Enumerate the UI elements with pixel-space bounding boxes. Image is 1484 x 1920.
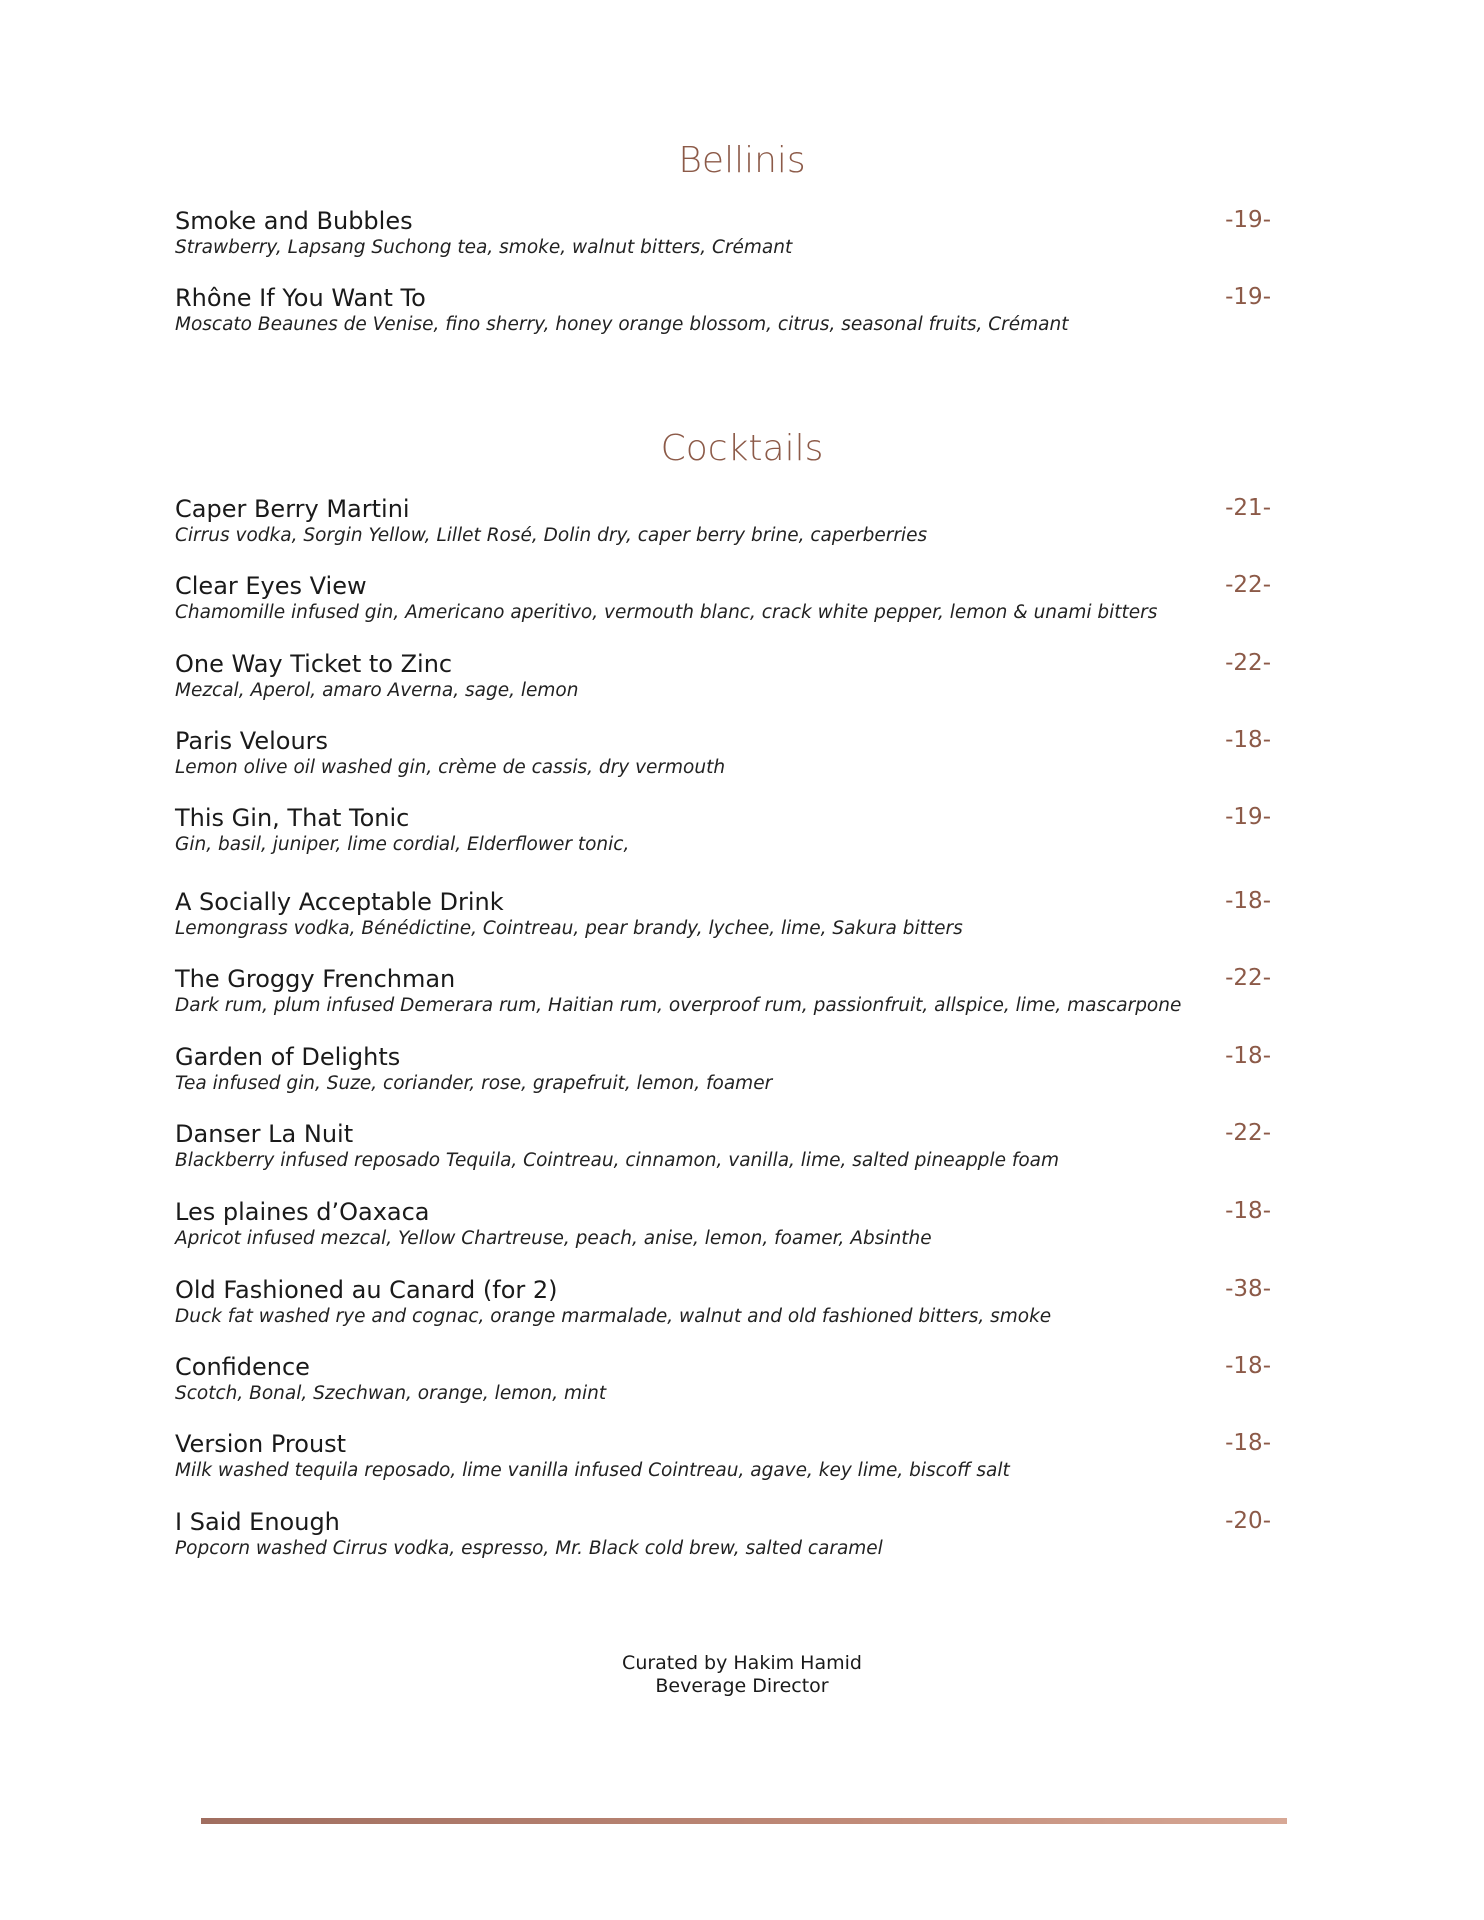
item-name: Version Proust — [175, 1430, 347, 1458]
menu-item — [175, 1432, 1271, 1492]
item-name: One Way Ticket to Zinc — [175, 650, 453, 678]
item-name: Paris Velours — [175, 727, 329, 755]
item-description: Dark rum, plum infused Demerara rum, Haitian rum, overproof rum, passionfruit, allspice, lime, mascarpone — [175, 995, 1182, 1016]
item-description: Popcorn washed Cirrus vodka, espresso, Mr. Black cold brew, salted caramel — [175, 1538, 883, 1559]
menu-item — [175, 574, 1271, 634]
item-description: Gin, basil, juniper, lime cordial, Elderflower tonic, — [175, 834, 630, 855]
item-name: Rhône If You Want To — [175, 284, 426, 312]
item-name: A Socially Acceptable Drink — [175, 888, 504, 916]
item-name: Les plaines d’Oaxaca — [175, 1198, 430, 1226]
item-name: Old Fashioned au Canard (for 2) — [175, 1276, 558, 1304]
item-price: -18- — [1225, 1430, 1271, 1456]
item-name: Garden of Delights — [175, 1043, 401, 1071]
item-name: I Said Enough — [175, 1508, 340, 1536]
menu-item — [175, 1278, 1271, 1338]
item-name: The Groggy Frenchman — [175, 965, 456, 993]
item-price: -21- — [1225, 495, 1271, 521]
item-price: -18- — [1225, 727, 1271, 753]
item-price: -18- — [1225, 888, 1271, 914]
item-description: Blackberry infused reposado Tequila, Cointreau, cinnamon, vanilla, lime, salted pineapple foam — [175, 1150, 1060, 1171]
item-description: Duck fat washed rye and cognac, orange marmalade, walnut and old fashioned bitters, smoke — [175, 1306, 1052, 1327]
item-price: -38- — [1225, 1276, 1271, 1302]
footer-divider — [201, 1818, 1287, 1824]
item-description: Moscato Beaunes de Venise, fino sherry, honey orange blossom, citrus, seasonal fruits, Crémant — [175, 314, 1069, 335]
item-price: -19- — [1225, 804, 1271, 830]
menu-item — [175, 209, 1271, 269]
menu-item — [175, 286, 1271, 346]
item-price: -22- — [1225, 1120, 1271, 1146]
menu-item — [175, 890, 1271, 950]
item-description: Milk washed tequila reposado, lime vanilla infused Cointreau, agave, key lime, biscoff salt — [175, 1460, 1010, 1481]
menu-item — [175, 1122, 1271, 1182]
item-price: -18- — [1225, 1353, 1271, 1379]
item-name: Clear Eyes View — [175, 572, 367, 600]
item-price: -20- — [1225, 1508, 1271, 1534]
curator-credit: Curated by Hakim Hamid — [622, 1652, 862, 1674]
curator-role: Beverage Director — [655, 1675, 829, 1697]
item-name: This Gin, That Tonic — [175, 804, 410, 832]
item-description: Tea infused gin, Suze, coriander, rose, grapefruit, lemon, foamer — [175, 1073, 773, 1094]
item-name: Smoke and Bubbles — [175, 207, 413, 235]
item-name: Caper Berry Martini — [175, 495, 410, 523]
item-price: -19- — [1225, 284, 1271, 310]
item-description: Cirrus vodka, Sorgin Yellow, Lillet Rosé, Dolin dry, caper berry brine, caperberries — [175, 525, 928, 546]
section-title-cocktails: Cocktails — [660, 428, 824, 469]
item-description: Mezcal, Aperol, amaro Averna, sage, lemon — [175, 680, 579, 701]
item-description: Chamomille infused gin, Americano aperitivo, vermouth blanc, crack white pepper, lemon & unami bitters — [175, 602, 1158, 623]
menu-item — [175, 1510, 1271, 1570]
menu-item — [175, 806, 1271, 866]
item-price: -22- — [1225, 572, 1271, 598]
menu-item — [175, 967, 1271, 1027]
item-price: -19- — [1225, 207, 1271, 233]
item-price: -18- — [1225, 1198, 1271, 1224]
item-description: Apricot infused mezcal, Yellow Chartreuse, peach, anise, lemon, foamer, Absinthe — [175, 1228, 932, 1249]
item-name: Confidence — [175, 1353, 310, 1381]
menu-item — [175, 497, 1271, 557]
item-description: Strawberry, Lapsang Suchong tea, smoke, walnut bitters, Crémant — [175, 237, 793, 258]
menu-item — [175, 729, 1271, 789]
item-price: -22- — [1225, 650, 1271, 676]
item-description: Scotch, Bonal, Szechwan, orange, lemon, mint — [175, 1383, 607, 1404]
section-title-bellinis: Bellinis — [678, 140, 806, 181]
menu-item — [175, 1200, 1271, 1260]
menu-item — [175, 1045, 1271, 1105]
menu-item — [175, 652, 1271, 712]
item-description: Lemon olive oil washed gin, crème de cassis, dry vermouth — [175, 757, 726, 778]
item-name: Danser La Nuit — [175, 1120, 354, 1148]
item-price: -18- — [1225, 1043, 1271, 1069]
item-description: Lemongrass vodka, Bénédictine, Cointreau, pear brandy, lychee, lime, Sakura bitters — [175, 918, 963, 939]
menu-item — [175, 1355, 1271, 1415]
item-price: -22- — [1225, 965, 1271, 991]
